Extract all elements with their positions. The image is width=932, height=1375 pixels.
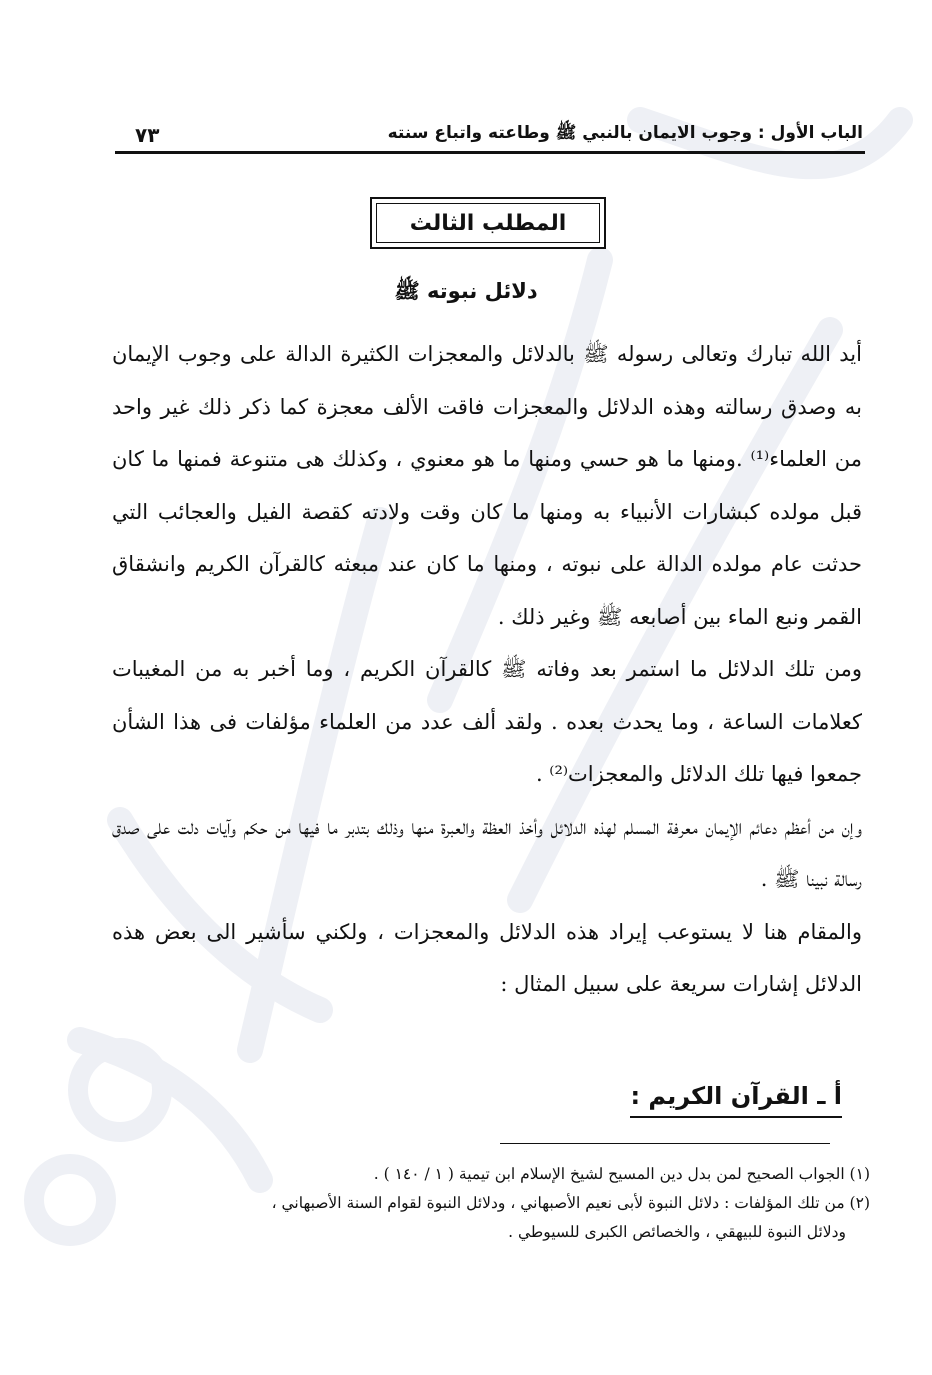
paragraph-2: ومن تلك الدلائل ما استمر بعد وفاته ﷺ كالقرآن الكريم ، وما أخبر به من المغيبات كعلامات الساعة ، وما يحدث بعده . ولقد ألف عدد من العلماء مؤلفات فى هذا الشأن جمعوا فيها تلك الدلائل والمعجزات⁽²⁾ .: [112, 657, 862, 786]
paragraph-3: وإن من أعظم دعائم الإيمان معرفة المسلم لهذه الدلائل وأخذ العظة والعبرة منها وذلك بتدبر ما فيها من حكم وآيات دلت على صدق رسالة نبينا ﷺ .: [112, 814, 862, 891]
footnote-2-continued: ودلائل النبوة للبيهقي ، والخصائص الكبرى للسيوطي .: [508, 1223, 846, 1241]
footnote-1: (١) الجواب الصحيح لمن بدل دين المسيح لشيخ الإسلام ابن تيمية ( ١ / ١٤٠ ) .: [373, 1165, 870, 1183]
paragraph-4: والمقام هنا لا يستوعب إيراد هذه الدلائل والمعجزات ، ولكني سأشير الى بعض هذه الدلائل إشارات سريعة على سبيل المثال :: [112, 919, 863, 996]
running-header: [115, 110, 865, 154]
footnote-2: (٢) من تلك المؤلفات : دلائل النبوة لأبى نعيم الأصبهاني ، ودلائل النبوة لقوام السنة الأصبهاني ،: [271, 1194, 870, 1212]
section-title: المطلب الثالث: [409, 210, 567, 236]
subheading: دلائل نبوته ﷺ: [394, 279, 538, 303]
section-title-box: [370, 197, 606, 249]
body-text: [112, 328, 862, 1011]
footnotes: [110, 1160, 870, 1247]
subsection-title: أ ـ القرآن الكريم :: [630, 1082, 842, 1118]
header-title: الباب الأول : وجوب الايمان بالنبي ﷺ وطاعته واتباع سنته: [387, 123, 863, 143]
page-number: ٧٣: [135, 123, 160, 147]
paragraph-1: أيد الله تبارك وتعالى رسوله ﷺ بالدلائل والمعجزات الكثيرة الدالة على وجوب الإيمان به وصدق رسالته وهذه الدلائل والمعجزات فاقت الألف معجزة كما ذكر ذلك غير واحد من العلماء⁽¹⁾ .ومنها ما هو حسي ومنها ما هو معنوي ، وكذلك هى متنوعة فمنها ما كان قبل مولده كبشارات الأنبياء به ومنها ما كان وقت ولادته كقصة الفيل والعجائب التي حدثت عام مولده الدالة على نبوته ، ومنها ما كان عند مبعثه كالقرآن الكريم وانشقاق القمر ونبع الماء بين أصابعه ﷺ وغير ذلك .: [112, 342, 863, 629]
footnote-rule: [500, 1143, 830, 1144]
